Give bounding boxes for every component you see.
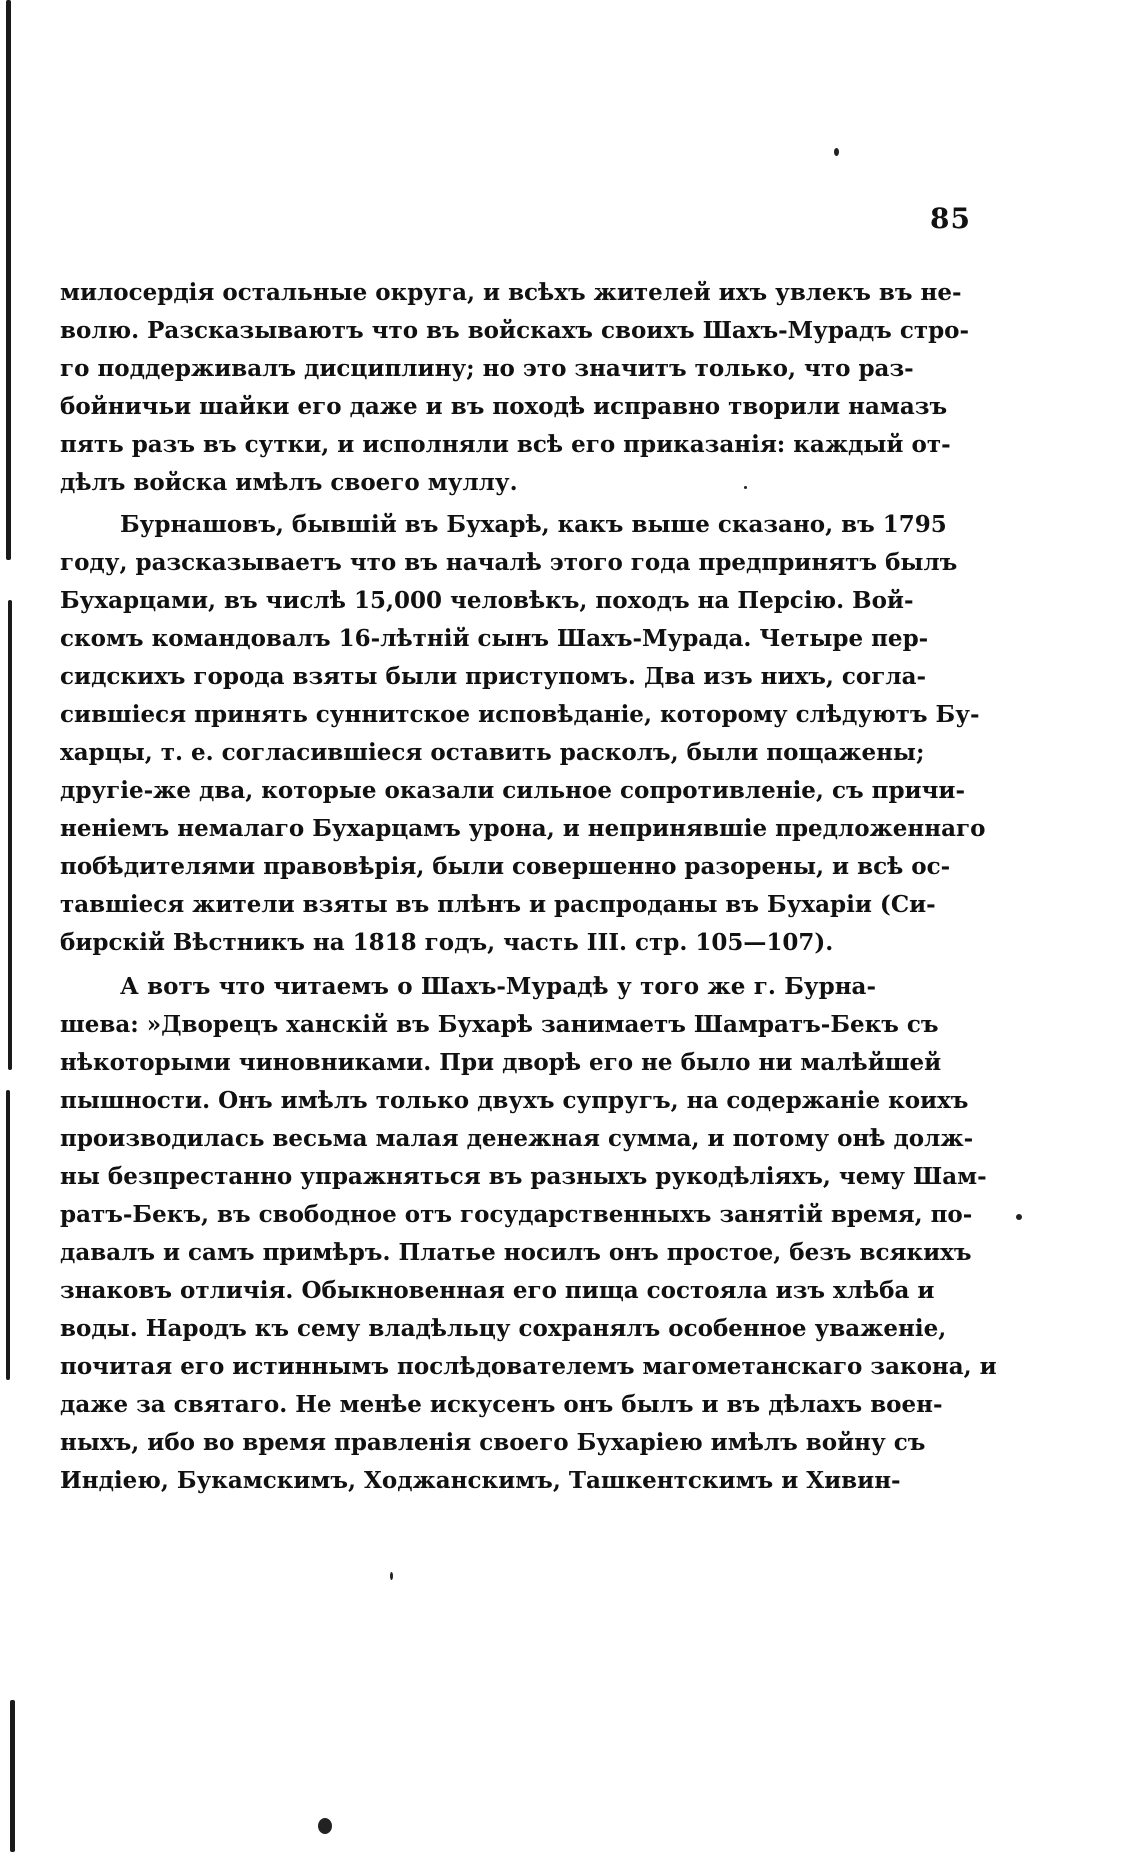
scan-speck [834, 148, 839, 156]
text-line: знаковъ отличія. Обыкновенная его пища состояла изъ хлѣба и [60, 1277, 935, 1304]
text-line: ныхъ, ибо во время правленія своего Бухаріею имѣлъ войну съ [60, 1429, 926, 1456]
text-line: тавшіеся жители взяты въ плѣнъ и распроданы въ Бухаріи (Си- [60, 891, 936, 918]
paragraph-1 [60, 274, 970, 502]
scan-speck [390, 1572, 393, 1580]
text-line: волю. Разсказываютъ что въ войскахъ своихъ Шахъ-Мурадъ стро- [60, 317, 970, 344]
text-line: А вотъ что читаемъ о Шахъ-Мурадѣ у того же г. Бурна- [120, 973, 876, 1000]
text-line: неніемъ немалаго Бухарцамъ урона, и непринявшіе предложеннаго [60, 815, 986, 842]
scan-margin-artifact [8, 600, 12, 1070]
text-line: милосердія остальные округа, и всѣхъ жителей ихъ увлекъ въ не- [60, 279, 962, 306]
text-line: ратъ-Бекъ, въ свободное отъ государственныхъ занятій время, по- [60, 1201, 973, 1228]
text-line: Индіею, Букамскимъ, Ходжанскимъ, Ташкентскимъ и Хивин- [60, 1467, 901, 1494]
text-line: пышности. Онъ имѣлъ только двухъ супругъ, на содержаніе коихъ [60, 1087, 969, 1114]
text-line: сидскихъ города взяты были приступомъ. Два изъ нихъ, согла- [60, 663, 927, 690]
page-number: 85 [930, 202, 971, 235]
scan-speck [1016, 1214, 1022, 1220]
text-line: даже за святаго. Не менѣе искусенъ онъ былъ и въ дѣлахъ воен- [60, 1391, 943, 1418]
text-line: сившіеся принять суннитское исповѣданіе, которому слѣдуютъ Бу- [60, 701, 980, 728]
paragraph-3 [60, 968, 997, 1500]
scan-speck [318, 1818, 332, 1834]
text-line: почитая его истиннымъ послѣдователемъ магометанскаго закона, и [60, 1353, 997, 1380]
text-line: бойничьи шайки его даже и въ походѣ исправно творили намазъ [60, 393, 948, 420]
text-line: скомъ командовалъ 16-лѣтній сынъ Шахъ-Мурада. Четыре пер- [60, 625, 929, 652]
text-line: Бухарцами, въ числѣ 15,000 человѣкъ, походъ на Персію. Вой- [60, 587, 914, 614]
text-line: пять разъ въ сутки, и исполняли всѣ его приказанія: каждый от- [60, 431, 951, 458]
text-line: воды. Народъ къ сему владѣльцу сохранялъ особенное уваженіе, [60, 1315, 947, 1342]
text-line: го поддерживалъ дисциплину; но это значитъ только, что раз- [60, 355, 914, 382]
scan-margin-artifact [10, 1700, 15, 1852]
text-line: Бурнашовъ, бывшій въ Бухарѣ, какъ выше сказано, въ 1795 [120, 511, 947, 538]
paragraph-2 [60, 506, 986, 962]
text-line: харцы, т. е. согласившіеся оставить расколъ, были пощажены; [60, 739, 925, 766]
text-line: году, разсказываетъ что въ началѣ этого года предпринятъ былъ [60, 549, 958, 576]
text-line: производилась весьма малая денежная сумма, и потому онѣ долж- [60, 1125, 974, 1152]
text-line: другіе-же два, которые оказали сильное сопротивленіе, съ причи- [60, 777, 966, 804]
text-line: нѣкоторыми чиновниками. При дворѣ его не было ни малѣйшей [60, 1049, 942, 1076]
scan-margin-artifact [6, 0, 11, 560]
text-line: бирскій Вѣстникъ на 1818 годъ, часть III. стр. 105—107). [60, 929, 834, 956]
scan-margin-artifact [6, 1090, 10, 1380]
text-line: давалъ и самъ примѣръ. Платье носилъ онъ простое, безъ всякихъ [60, 1239, 972, 1266]
text-line: побѣдителями правовѣрія, были совершенно разорены, и всѣ ос- [60, 853, 951, 880]
text-line: дѣлъ войска имѣлъ своего муллу. [60, 469, 518, 496]
text-line: шева: »Дворецъ ханскій въ Бухарѣ занимаетъ Шамратъ-Бекъ съ [60, 1011, 939, 1038]
text-line: ны безпрестанно упражняться въ разныхъ рукодѣліяхъ, чему Шам- [60, 1163, 987, 1190]
